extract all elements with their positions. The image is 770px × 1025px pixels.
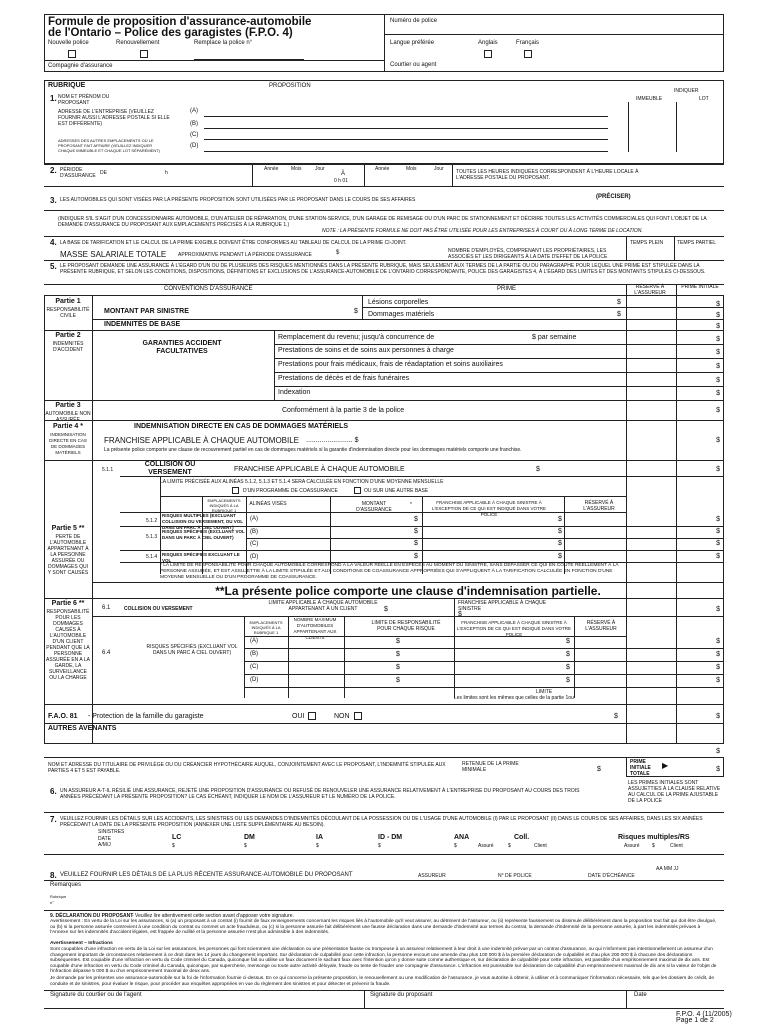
row-512-number: 5.1.2 (146, 518, 158, 524)
minimum-retention: RETENUE DE LA PRIME MINIMALE (462, 761, 519, 773)
period-0h01: 0 h 01 (334, 178, 348, 184)
alineas-col: ALINÉAS VISÉS (249, 501, 287, 507)
signature-date-label: Date (634, 992, 647, 998)
fao-81-text: - Protection de la famille du garagiste (88, 713, 204, 720)
claims-date-label: DATE (98, 836, 111, 842)
item-5-number: 5. (50, 262, 57, 271)
part-time-label: TEMPS PARTIEL (677, 240, 716, 246)
item-2-number: 2. (50, 166, 57, 175)
part-5-deductible-dollar: $ (536, 466, 540, 473)
section-6-text: UN ASSUREUR A-T-IL RÉSILIÉ UNE ASSURANCE, REJETÉ UNE PROPOSITION D'ASSURANCE OU REFUSÉ DE RENOUVELER UNE ASSURANCE RELATIVEMENT À L'ENTREPRISE DU PROPOSANT AU COURS DES TROIS ANNÉES PRÉCÉDANT LA PRÉSENTE PROPOSITION? LE CAS ÉCHÉANT, INDIQUER LE NOM DE L'ASSUREUR ET LE NUMÉRO DE LA POLICE. (60, 788, 580, 800)
french-label: Français (516, 40, 540, 46)
p6-ded-dollar-d: $ (566, 677, 570, 684)
section-3-detail: (INDIQUER S'IL S'AGIT D'UN CONCESSIONNAIRE AUTOMOBILE, D'UN ATELIER DE RÉPARATION, D'UNE STATION-SERVICE, D'UN GARAGE DE REMISAGE OU D'UN PARC DE STATIONNEMENT ET DÉCRIRE TOUTES LES ACTIVITÉS COMMERCIALES QUI FONT L'OBJET DE LA DEMANDE D'ASSURANCE DU PROPOSANT AUX EMPLACEMENTS PRÉCISÉS À LA RUBRIQUE 1.) (58, 216, 707, 228)
part-6-deductible-dollar: $ (458, 611, 462, 618)
weekly-dollar: $ par semaine (532, 334, 577, 341)
part-4-deductible: FRANCHISE APPLICABLE À CHAQUE AUTOMOBILE (104, 436, 300, 445)
p6-letter-d: (D) (250, 677, 259, 683)
property-damage-label: Dommages matériels (368, 311, 435, 318)
row-513-text: RISQUES SPÉCIFIÉS (EXCLUANT VOL DANS UN PARC À CIEL OUVERT) (162, 529, 245, 540)
section-5-text: LE PROPOSANT DEMANDE UNE ASSURANCE À L'ÉGARD D'UN OU DE PLUSIEURS DES RISQUES MENTIONNÉS DANS LA PRÉSENTE RUBRIQUE, MAIS SEULEMENT AUX TERMES DE LA PARTIE OU DU PARAGRAPHE POUR LEQUEL UNE PRIME EST STIPULÉE DANS LA PRÉSENTE RUBRIQUE, ET SELON LES CONDITIONS, DISPOSITIONS, DÉFINITIONS ET EXCLUSIONS DE L'ASSURANCE-AUTOMOBILE DE L'ONTARIO CORRESPONDANTE, POLICE DES GARAGISTES 4, À L'ÉGARD DES LIMITES ET DES MONTANTS STIPULÉS CI-DESSOUS. (60, 263, 706, 275)
col-coll: Coll. (514, 834, 530, 841)
part-5-sub: PERTE DE L'AUTOMOBILE APPARTENANT À LA PERSONNE ASSURÉE OU DOMMAGES QUI Y SONT CAUSÉS (47, 534, 89, 576)
client-limit-dollar: $ (384, 606, 388, 613)
expiry-amj: AA MM JJ (656, 866, 679, 872)
period-year-1: Année (264, 166, 279, 172)
other-basis-label: OU SUR UNE AUTRE BASE (364, 488, 429, 494)
coinsurance-checkbox[interactable] (232, 487, 239, 494)
row-513-dollar: $ (414, 528, 418, 535)
item-6-number: 6. (50, 787, 57, 796)
part-6-deductible-label: FRANCHISE APPLICABLE À CHAQUE SINISTRE (458, 600, 547, 612)
part-6-specified-risks: RISQUES SPÉCIFIÉS (EXCLUANT VOL DANS UN PARC À CIEL OUVERT) (146, 644, 238, 656)
authorization-text: Je demande par les présentes une assurance-automobile sur la foi de l'information fournie ci-dessus. En ce qui concerne la présente proposition, le renouvellement ou une modification de l'assurance, je vous autorise à obtenir, à utiliser et à communiquer l'information nécessaire, tels que les dossiers de crédit, de conduite et de sinistres, pour évaluer le risque, pour procéder aux enquêtes appropriées en vue du règlement des sinistres et pour détecter et prévenir la fraude. (50, 976, 715, 987)
proposition-label: PROPOSITION (269, 83, 311, 89)
part-4-label: Partie 4 * (53, 423, 83, 430)
row-512-dollar2: $ (558, 516, 562, 523)
period-label: PÉRIODE D'ASSURANCE (60, 167, 96, 179)
renewal-label: Renouvellement (116, 40, 160, 46)
premium-dollar-12: $ (716, 516, 720, 523)
star-col: * (410, 502, 412, 508)
english-label: Anglais (478, 40, 498, 46)
form-title-line2: de l'Ontario – Police des garagistes (F.P.O. 4) (48, 27, 293, 39)
total-premium-label: PRIME INITIALE TOTALE (630, 759, 651, 777)
part-4-sub: INDEMNISATION DIRECTE EN CAS DE DOMMAGES MATÉRIELS (49, 432, 87, 455)
part-5-reserved-col: RÉSERVÉ À L'ASSUREUR (583, 500, 615, 512)
col-dm: DM (244, 834, 255, 841)
row-512-letter: (A) (250, 516, 258, 522)
declaration-subtitle: - Veuillez lire attentivement cette section avant d'apposer votre signature. (132, 913, 294, 919)
section-3-note: NOTE : LA PRÉSENTE FORMULE NE DOIT PAS ÊTRE UTILISÉE POUR LES ENTREPRISES À COURT OU À LONG TERME DE LOCATION. (322, 228, 643, 234)
business-address-label: ADRESSE DE L'ENTREPRISE (VEUILLEZ FOURNIR AUSSI L'ADRESSE POSTALE SI ELLE EST DIFFÉRENTE) (58, 109, 170, 127)
premium-dollar-9: $ (716, 407, 720, 414)
premium-dollar-20: $ (716, 677, 720, 684)
insurance-amount-col: MONTANT D'ASSURANCE (356, 501, 392, 513)
p6-ded-dollar-c: $ (566, 664, 570, 671)
indiquer-label: INDIQUER (674, 88, 699, 94)
section-61-number: 6.1 (102, 605, 111, 611)
period-month-2: Mois (406, 166, 417, 172)
employees-label: NOMBRE D'EMPLOYÉS, COMPRENANT LES PROPRIÉTAIRES, LES ASSOCIÉS ET LES DIRIGEANTS À LA DATE D'EFFET DE LA POLICE (448, 248, 608, 260)
p6-ded-dollar-a: $ (566, 638, 570, 645)
period-note: TOUTES LES HEURES INDIQUÉES CORRESPONDENT À L'HEURE LOCALE À L'ADRESSE POSTALE DU PROPOSANT. (456, 169, 639, 181)
premium-dollar-19: $ (716, 664, 720, 671)
lienholder-text: NOM ET ADRESSE DU TITULAIRE DE PRIVILÈGE OU DU CRÉANCIER HYPOTHÉCAIRE AUQUEL, CONJOINTEMENT AVEC LE PROPOSANT, L'INDEMNITÉ STIPULÉE AUX PARTIES 4 ET 5 EST PAYABLE. (48, 762, 446, 774)
footer-form-number: F.P.O. 4 (11/2005) (676, 1011, 732, 1018)
part-2-row-4: Prestations de décès et de frais funéraires (278, 375, 410, 382)
part-6-sub: RESPONSABILITÉ POUR LES DOMMAGES CAUSÉS À L'AUTOMOBILE D'UN CLIENT PENDANT QUE LA PERSONNE ASSURÉE EN A LA GARDE, LA SURVEILLANCE OU LA CHARGE (46, 609, 90, 681)
rm-client: Client (670, 843, 683, 849)
declaration-title: 9. DÉCLARATION DU PROPOSANT (50, 913, 134, 919)
p6-letter-b: (B) (250, 651, 258, 657)
fao-dollar: $ (614, 713, 618, 720)
premium-dollar-23: $ (716, 766, 720, 773)
form-page (44, 14, 724, 1014)
section-7-text: VEUILLEZ FOURNIR LES DÉTAILS SUR LES ACCIDENTS, LES SINISTRES OU LES DEMANDES D'INDEMNITÉS DÉCOULANT DE LA POSSESSION OU DE L'USAGE D'UNE AUTOMOBILE (I) PAR LE PROPOSANT (II) DANS LE COURS DE SES AFFAIRES, DANS LES SIX ANNÉES PRÉCÉDANT LA DATE DE LA PRÉSENTE PROPOSITION (ANNEXER UNE LISTE SUPPLÉMENTAIRE AU BESOIN). (60, 816, 703, 828)
row-c-dollar2: $ (558, 540, 562, 547)
part-3-text: Conformément à la partie 3 de la police (282, 407, 405, 414)
location-a-letter: (A) (190, 108, 198, 114)
part-3-label: Partie 3 (55, 402, 81, 409)
expiry-col: DATE D'ÉCHÉANCE (588, 873, 635, 879)
claims-label: SINISTRES (98, 829, 125, 835)
insurer-col: ASSUREUR (418, 873, 446, 879)
immeuble-label: IMMEUBLE (636, 96, 663, 102)
p6-dollar-d: $ (396, 677, 400, 684)
amount-per-loss-label: MONTANT PAR SINISTRE (104, 308, 189, 315)
claims-amj-label: A/M/J (98, 842, 111, 848)
ana-dollar: $ (454, 843, 457, 849)
col-ana: ANA (454, 834, 470, 841)
period-hour: h (165, 170, 168, 176)
part-2-row-5: Indexation (278, 389, 311, 396)
fao-81-label: F.A.O. 81 (48, 713, 78, 720)
infractions-text: Sont coupables d'une infraction en vertu de la Loi sur les assurances, les personnes qui font sciemment une déclaration ou une présentation fausse ou trompeuse à un assureur relativement à leur droit à une indemnité prévue par un contrat d'assurance, ou qui n'informent pas intentionnellement un assureur d'un changement important de circonstances relativement à ce droit dans les 14 jours du changement important. Sur déclaration de culpabilité pour cette infraction, la personne encourt une amende d'au plus 100 000 $ à la première déclaration de culpabilité et d'au plus 200 000 $ à chacune des déclarations subséquentes. Est coupable d'une infraction en vertu du Code criminel du Canada, quiconque fait ou utilise un faux document le sachant faux avec l'intention qu'on y donne suite comme authentique et, sur déclaration de culpabilité pour cette infraction, est passible d'un emprisonnement maximal de dix ans. Est coupable d'une infraction en vertu du Code criminel du Canada, quiconque, par supercherie, mensonge ou toute autre activité déloyale, fraude ou tente de frauder une compagnie d'assurance. L'infraction est punissable sur déclaration de culpabilité d'un emprisonnement maximal de dix ans si la valeur de l'objet de l'infraction dépasse 5 000 $ ou d'un emprisonnement maximal de deux ans. (50, 947, 717, 974)
applicant-signature-label: Signature du proposant (370, 992, 433, 998)
part-1-label: Partie 1 (55, 298, 81, 305)
new-policy-checkbox[interactable] (68, 50, 76, 58)
premium-label: PRIME (497, 286, 517, 292)
limit-label: LIMITE (536, 689, 553, 695)
col-id-dm: ID - DM (378, 834, 403, 841)
p6-ded-dollar-b: $ (566, 651, 570, 658)
new-policy-label: Nouvelle police (48, 40, 89, 46)
reserved-insurer-label: RÉSERVÉ À L'ASSUREUR (634, 284, 666, 296)
section-4-text: LA BASE DE TARIFICATION ET LE CALCUL DE LA PRIME EXIGIBLE DOIVENT ÊTRE CONFORMES AU TABLEAU DE CALCUL DE LA PRIME CI-JOINT. (60, 240, 407, 246)
payroll-dollar: $ (336, 250, 340, 256)
part-6-reserved-col: RÉSERVÉ À L'ASSUREUR (585, 620, 617, 632)
premium-dollar-14: $ (716, 540, 720, 547)
row-514-number: 5.1.4 (146, 554, 158, 560)
period-year-2: Année (375, 166, 390, 172)
premium-dollar-1: $ (716, 301, 720, 308)
item-7-number: 7. (50, 815, 57, 824)
coll-assure: Assuré (478, 843, 494, 849)
monthly-limit-text: LA LIMITE PRÉCISÉE AUX ALINÉAS 5.1.2, 5.1.3 ET 5.1.4 SERA CALCULÉE EN FONCTION D'UNE MOYENNE MENSUELLE (160, 479, 444, 485)
premium-dollar-21: $ (716, 713, 720, 720)
premium-dollar-10: $ (716, 437, 720, 444)
part-1-amount-dollar: $ (354, 308, 358, 315)
part-6-collision: COLLISION OU VERSEMENT (124, 606, 193, 612)
rm-assure: Assuré (624, 843, 640, 849)
coll-client: Client (534, 843, 547, 849)
english-checkbox[interactable] (484, 50, 492, 58)
remarks-label: Remarques (50, 882, 82, 888)
broker-signature-label: Signature du courtier ou de l'agent (50, 992, 142, 998)
premium-dollar-8: $ (716, 390, 720, 397)
item-8-number: 8. (50, 871, 57, 880)
location-c-letter: (C) (190, 132, 199, 138)
period-month-1: Mois (291, 166, 302, 172)
other-locations-label: ADRESSES DES AUTRES EMPLACEMENTS OÙ LE PROPOSANT FAIT AFFAIRE (VEUILLEZ INDIQUER CHAQUE IMMEUBLE ET CHAQUE LOT SÉPARÉMENT) (58, 138, 161, 153)
premium-dollar-22: $ (716, 748, 720, 755)
period-day-1: Jour (315, 166, 325, 172)
col-ia: IA (316, 834, 323, 841)
collision-label: COLLISION OU VERSEMENT (144, 461, 196, 476)
part-2-row-2: Prestations de soins et de soins aux personnes à charge (278, 347, 454, 354)
bodily-injury-dollar: $ (617, 299, 621, 306)
full-time-label: TEMPS PLEIN (630, 240, 664, 246)
part-6-deductible-col: FRANCHISE APPLICABLE À CHAQUE SINISTRE À L'EXCEPTION DE CE QUI EST INDIQUÉ DANS VOTRE POLICE (456, 620, 572, 637)
premium-dollar-6: $ (716, 363, 720, 370)
premium-dollar-11: $ (716, 466, 720, 473)
premium-dollar-3: $ (716, 323, 720, 330)
section-3-text: LES AUTOMOBILES QUI SONT VISÉES PAR LA PRÉSENTE PROPOSITION SONT UTILISÉES PAR LE PROPOSANT DANS LE COURS DE SES AFFAIRES (60, 197, 416, 203)
dm-dollar: $ (244, 843, 247, 849)
applicant-name-label: NOM ET PRÉNOM DU PROPOSANT (58, 94, 110, 106)
item-4-number: 4. (50, 238, 57, 247)
liability-limit-col: LIMITE DE RESPONSABILITÉ POUR CHAQUE RISQUE (371, 620, 441, 632)
form-title-line1: Formule de proposition d'assurance-automobile (48, 16, 312, 28)
direct-compensation-title: INDEMNISATION DIRECTE EN CAS DE DOMMAGES MATÉRIELS (134, 423, 349, 430)
section-64-number: 6.4 (102, 650, 111, 656)
fao-non-checkbox[interactable] (354, 712, 362, 720)
part-2-row-3: Prestations pour frais médicaux, frais de réadaptation et soins auxiliaires (278, 361, 503, 368)
premium-dollar-4: $ (716, 336, 720, 343)
coinsurance-label: D'UN PROGRAMME DE COASSURANCE (243, 488, 338, 494)
row-c-letter: (C) (250, 541, 259, 547)
footer-page-number: Page 1 de 2 (676, 1017, 714, 1024)
payroll-approx: APPROXIMATIVE PENDANT LA PÉRIODE D'ASSURANCE (178, 252, 312, 258)
p6-dollar-c: $ (396, 664, 400, 671)
row-512-dollar: $ (414, 516, 418, 523)
replaces-policy-label: Remplace la police n° (194, 40, 253, 46)
period-from: DE (100, 170, 107, 176)
payroll-label: MASSE SALARIALE TOTALE (60, 250, 167, 259)
bodily-injury-label: Lésions corporelles (368, 299, 429, 306)
ia-dollar: $ (316, 843, 319, 849)
other-basis-checkbox[interactable] (354, 487, 361, 494)
preciser-label: (PRÉCISER) (596, 194, 631, 200)
limit-note: Les limites sont les mêmes que celles de la partie 1ou (454, 695, 574, 701)
client-limit-label: LIMITE APPLICABLE À CHAQUE AUTOMOBILE APPARTENANT À UN CLIENT (268, 600, 378, 612)
initial-premium-label: PRIME INITIALE (681, 284, 719, 290)
row-512-text: RISQUES MULTIPLES (EXCLUANT COLLISION OU VERSEMENT, OU VOL DANS UN PARC À CIEL OUVERT) (162, 513, 243, 530)
basic-benefits-label: INDEMNITÉS DE BASE (104, 321, 181, 328)
part-2-sub: INDEMNITÉS D'ACCIDENT (52, 341, 84, 353)
language-label: Langue préférée (390, 40, 435, 46)
infractions-title: Avertissement – Infractions (50, 941, 113, 946)
row-514-dollar2: $ (558, 553, 562, 560)
p6-dollar-b: $ (396, 651, 400, 658)
item-3-number: 3. (50, 196, 57, 205)
premium-dollar-7: $ (716, 377, 720, 384)
rubrique-label: RUBRIQUE (48, 82, 86, 89)
period-day-2: Jour (434, 166, 444, 172)
policy-no-col: N° DE POLICE (498, 873, 532, 879)
french-checkbox[interactable] (524, 50, 532, 58)
row-514-letter: (D) (250, 554, 259, 560)
period-to: À (341, 171, 346, 177)
row-514-dollar: $ (414, 553, 418, 560)
lot-label: LOT (699, 96, 709, 102)
row-513-number: 5.1.3 (146, 534, 158, 540)
locations-col: EMPLACEMENTS INDIQUÉS À LA RUBRIQUE 1 (207, 498, 241, 513)
row-c-dollar: $ (414, 540, 418, 547)
minimum-retention-dollar: $ (597, 766, 601, 773)
id-dollar: $ (378, 843, 381, 849)
premium-dollar-5: $ (716, 349, 720, 356)
broker-label: Courtier ou agent (390, 62, 437, 68)
fao-oui-checkbox[interactable] (308, 712, 316, 720)
part-5-deductible-col: FRANCHISE APPLICABLE À CHAQUE SINISTRE À L'EXCEPTION DE CE QUI EST INDIQUÉ DANS VOTRE POLICE (431, 500, 547, 517)
premium-dollar-13: $ (716, 528, 720, 535)
declaration-warning: Avertissement : En vertu de la Loi sur les assurances, si (a) un proposant à un contrat (i) fournit de faux renseignements concernant les risques liés à l'automobile qu'il veut assurer, au détriment de l'assureur, ou (ii) représente faussement ou dissimule délibérément dans la proposition tout fait qui doit être divulgué, ou (b) si la personne assurée contrevient à une condition du contrat ou commet un acte frauduleux, ou (c) si la personne assurée fait délibérément une fausse déclaration dans une demande d'indemnité aux termes du contrat, la demande d'indemnité de la personne assurée, à part les indemnités prévues à l'Annexe sur les indemnités d'accident légales, est frappée de nullité et la personne assurée n'est plus admissible à des indemnités. (50, 919, 717, 935)
premium-dollar-15: $ (716, 553, 720, 560)
premium-dollar-18: $ (716, 651, 720, 658)
location-b-letter: (B) (190, 121, 198, 127)
section-511-number: 5.1.1 (102, 467, 114, 473)
row-513-letter: (B) (250, 529, 258, 535)
col-lc: LC (172, 834, 182, 841)
adjustable-premium-note: LES PRIMES INITIALES SONT ASSUJETTIES À LA CLAUSE RELATIVE AU CALCUL DE LA PRIME AJUSTABLE DE LA POLICE (628, 780, 721, 804)
rm-dollar: $ (652, 843, 655, 849)
part-5-deductible: FRANCHISE APPLICABLE À CHAQUE AUTOMOBILE (234, 466, 405, 473)
part-5-label: Partie 5 ** (51, 525, 85, 532)
remarks-rubrique: Rubrique n° (50, 894, 67, 905)
part-3-sub: AUTOMOBILE NON ASSURÉE (45, 411, 91, 423)
part-4-dots: ........................ $ (306, 437, 359, 444)
section-8-text: VEUILLEZ FOURNIR LES DÉTAILS DE LA PLUS RÉCENTE ASSURANCE-AUTOMOBILE DU PROPOSANT (60, 872, 353, 878)
part-6-locations-col: EMPLACEMENTS INDIQUÉS À LA RUBRIQUE 1 (249, 620, 283, 635)
property-damage-dollar: $ (617, 311, 621, 318)
p6-dollar-a: $ (396, 638, 400, 645)
part-6-label: Partie 6 ** (51, 600, 85, 607)
fao-non-label: NON (334, 713, 350, 720)
col-risques: Risques multiples/RS (618, 834, 690, 841)
part-4-note: La présente police comporte une clause de recouvrement partiel en cas de dommages matériels si la garantie d'indemnisation directe pour les dommages matériels comporte une franchise. (104, 447, 522, 453)
location-d-letter: (D) (190, 143, 199, 149)
optional-accident-label: GARANTIES ACCIDENT FACULTATIVES (142, 340, 222, 355)
part-2-row-1: Remplacement du revenu; jusqu'à concurrence de (278, 334, 435, 341)
coll-dollar: $ (508, 843, 511, 849)
fao-oui-label: OUI (292, 713, 305, 720)
part-5-star-note: * LA LIMITE DE RESPONSABILITÉ POUR CHAQUE AUTOMOBILE CORRESPOND À LA VALEUR RÉELLE EN ESPÈCES AU MOMENT DU SINISTRE, SANS DÉPASSER CE QUI EN COÛTE RÉELLEMENT À LA PERSONNE ASSURÉE, ET EST ASSUJETTIE À LA LIMITE STIPULÉE ET AUX CONDITIONS DE COASSURANCE APPROPRIÉES QUI S'APPLIQUENT À LA TARIFICATION CALCULÉE EN FONCTION D'UNE MOYENNE MENSUELLE OU D'UN PROGRAMME DE COASSURANCE. (160, 563, 619, 580)
renewal-checkbox[interactable] (140, 50, 148, 58)
policy-number-label: Numéro de police (390, 18, 438, 24)
premium-dollar-2: $ (716, 312, 720, 319)
other-endorsements-label: AUTRES AVENANTS (48, 725, 117, 732)
part-2-label: Partie 2 (55, 332, 81, 339)
max-vehicles-col: NOMBRE MAXIMUM D'AUTOMOBILES APPARTENANT AUX CLIENTS (293, 617, 337, 640)
insurer-label: Compagnie d'assurance (48, 63, 113, 69)
p6-letter-c: (C) (250, 664, 259, 670)
row-514-text: RISQUES SPÉCIFIÉS EXCLUANT LE VOL (162, 552, 240, 563)
premium-dollar-16: $ (716, 606, 720, 613)
row-513-dollar2: $ (558, 528, 562, 535)
conventions-label: CONVENTIONS D'ASSURANCE (164, 286, 253, 292)
part-1-sub: RESPONSABILITÉ CIVILE (46, 307, 90, 319)
arrow-right-icon: ▶ (662, 761, 669, 770)
p6-letter-a: (A) (250, 638, 258, 644)
premium-dollar-17: $ (716, 638, 720, 645)
item-1-number: 1. (50, 94, 57, 103)
lc-dollar: $ (172, 843, 175, 849)
partial-indemnity-banner: **La présente police comporte une clause d'indemnisation partielle. (215, 584, 601, 598)
